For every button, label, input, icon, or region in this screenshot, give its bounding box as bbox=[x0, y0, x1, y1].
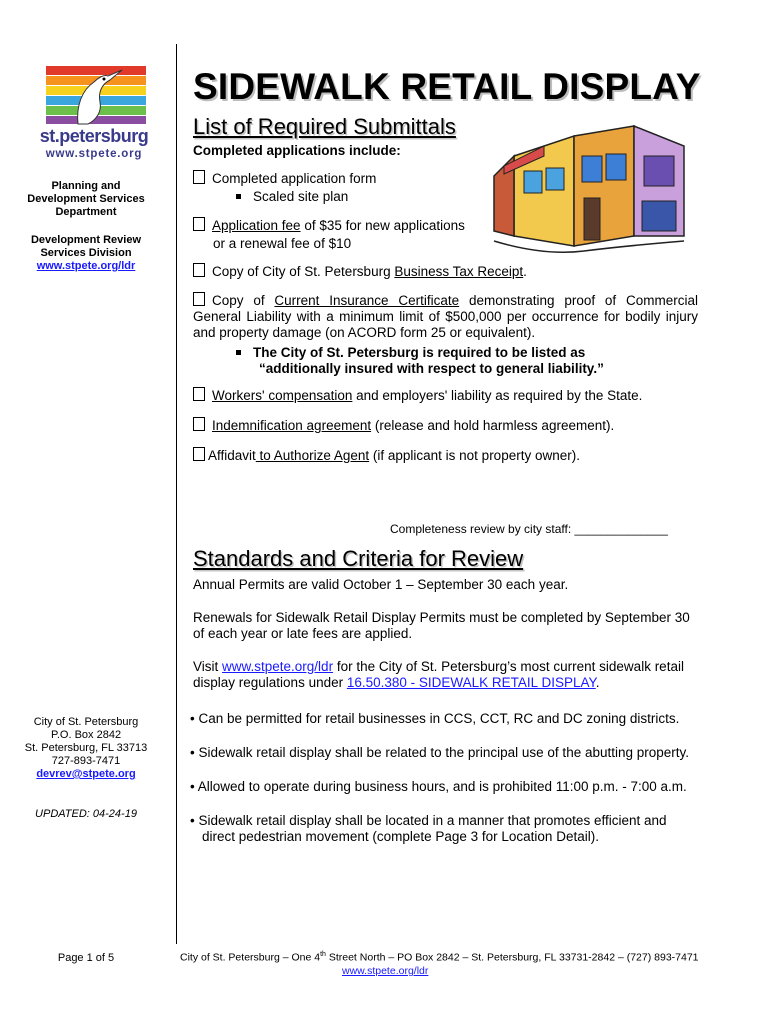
submittal-item-affidavit: Affidavit to Authorize Agent (if applicant is not property owner). bbox=[193, 447, 580, 464]
division-link[interactable]: www.stpete.org/ldr bbox=[36, 260, 136, 272]
code-link[interactable]: 16.50.380 - SIDEWALK RETAIL DISPLAY bbox=[346, 675, 596, 690]
page-title: SIDEWALK RETAIL DISPLAY bbox=[193, 66, 701, 107]
submittal-item-workers-comp: Workers' compensation and employers' liability as required by the State. bbox=[193, 387, 642, 404]
contact-address: City of St. Petersburg P.O. Box 2842 St. Petersburg, FL 33713 727-893-7471 devrev@stpete.org bbox=[10, 716, 162, 781]
standards-heading: Standards and Criteria for Review bbox=[193, 546, 524, 571]
city-logo bbox=[38, 66, 148, 166]
storefront-illustration bbox=[484, 116, 694, 266]
standards-bullet: • Can be permitted for retail businesses in CCS, CCT, RC and DC zoning districts. bbox=[190, 711, 680, 726]
checkbox-icon[interactable] bbox=[193, 292, 205, 306]
checkbox-icon[interactable] bbox=[193, 263, 205, 277]
bullet-icon bbox=[236, 350, 241, 355]
ldr-link[interactable]: www.stpete.org/ldr bbox=[222, 659, 334, 674]
submittal-item-application-fee: Application fee of $35 for new applications bbox=[193, 217, 465, 234]
sidebar-divider bbox=[176, 44, 177, 944]
footer-link[interactable]: www.stpete.org/ldr bbox=[342, 965, 429, 977]
checkbox-icon[interactable] bbox=[193, 217, 205, 231]
submittal-item-application-fee-line2: or a renewal fee of $10 bbox=[213, 236, 352, 251]
standards-bullet: • Allowed to operate during business hours, and is prohibited 11:00 p.m. - 7:00 a.m. bbox=[190, 779, 687, 794]
contact-email-link[interactable]: devrev@stpete.org bbox=[36, 768, 136, 780]
checkbox-icon[interactable] bbox=[193, 417, 205, 431]
storefront-icon bbox=[484, 116, 694, 266]
submittal-subitem-site-plan: Scaled site plan bbox=[236, 189, 348, 205]
insurance-note-line2: “additionally insured with respect to general liability.” bbox=[259, 361, 604, 376]
standards-bullet: • Sidewalk retail display shall be related to the principal use of the abutting property. bbox=[190, 745, 690, 760]
logo-wordmark: st.petersburg bbox=[39, 126, 149, 146]
page-number: Page 1 of 5 bbox=[57, 952, 115, 964]
insurance-note: The City of St. Petersburg is required to be listed as bbox=[236, 345, 585, 361]
submittals-heading: List of Required Submittals bbox=[193, 114, 456, 139]
submittals-intro: Completed applications include: bbox=[193, 143, 401, 158]
standards-p2: Renewals for Sidewalk Retail Display Permits must be completed by September 30 of each year or late fees are applied. bbox=[193, 610, 690, 641]
submittal-item-business-tax: Copy of City of St. Petersburg Business Tax Receipt. bbox=[193, 263, 527, 280]
standards-p1: Annual Permits are valid October 1 – September 30 each year. bbox=[193, 577, 569, 592]
checkbox-icon[interactable] bbox=[193, 447, 205, 461]
submittal-item-indemnification: Indemnification agreement (release and hold harmless agreement). bbox=[193, 417, 614, 434]
dept-name: Planning and Development Services Department bbox=[27, 180, 145, 218]
logo-url: www.stpete.org bbox=[45, 148, 143, 160]
updated-date: UPDATED: 04-24-19 bbox=[35, 808, 137, 820]
submittal-item-application-form: Completed application form bbox=[193, 170, 376, 187]
footer-address: City of St. Petersburg – One 4th Street North – PO Box 2842 – St. Petersburg, FL 33731-2842 – (727) 893-7471 bbox=[180, 951, 699, 964]
submittal-item-insurance: Copy of Current Insurance Certificate demonstrating proof of Commercial General Liability with a minimum limit of $500,000 per occurrence for bodily injury and property damage (on ACORD form 25 or equivalent). bbox=[193, 293, 699, 340]
standards-bullet: • Sidewalk retail display shall be located in a manner that promotes efficient and direct pedestrian movement (complete Page 3 for Location Detail). bbox=[190, 813, 667, 844]
checkbox-icon[interactable] bbox=[193, 170, 205, 184]
checkbox-icon[interactable] bbox=[193, 387, 205, 401]
bullet-icon bbox=[236, 194, 241, 199]
completeness-review: Completeness review by city staff: ______________ bbox=[390, 522, 668, 536]
standards-p3: Visit www.stpete.org/ldr for the City of St. Petersburg’s most current sidewalk retail display regulations under 16.50.380 - SIDEWALK RETAIL DISPLAY. bbox=[193, 659, 684, 690]
division-name: Development Review Services Division www.stpete.org/ldr bbox=[10, 234, 162, 273]
